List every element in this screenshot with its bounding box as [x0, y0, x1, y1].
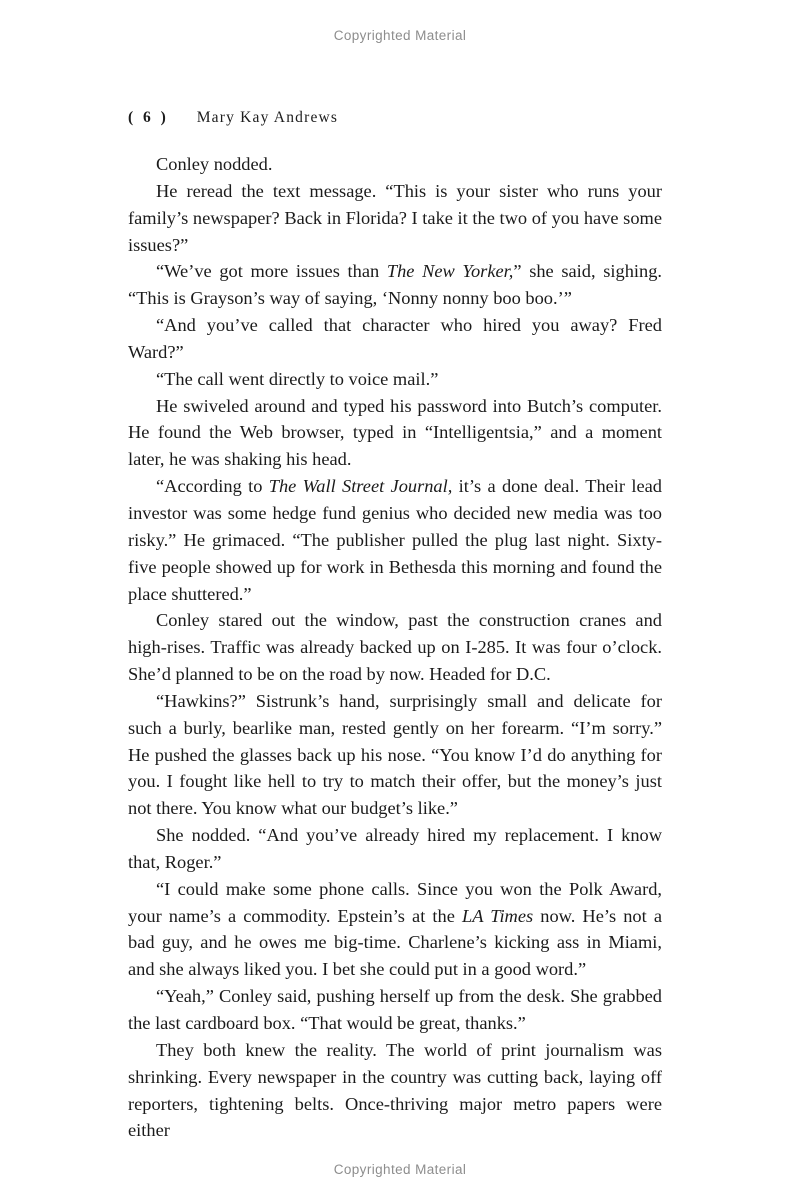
- paragraph: [128, 607, 662, 688]
- paragraph: [128, 366, 662, 393]
- paragraph: [128, 258, 662, 312]
- paragraph: [128, 393, 662, 474]
- running-head-author: Mary Kay Andrews: [196, 109, 339, 126]
- paragraph: [128, 876, 662, 983]
- text-run: it’s a done deal. Their lead investor was some hedge fund genius who decided new media was too risky.” He grimaced. “The publisher pulled the plug last night. Sixty-five people showed up for work in Bethesda this morning and found the place shuttered.”: [128, 476, 662, 604]
- text-run: ” she said, sighing. “This is Grayson’s way of saying, ‘Nonny nonny boo boo.’”: [128, 261, 662, 309]
- text-run: She nodded. “And you’ve already hired my replacement. I know that, Roger.”: [128, 825, 662, 872]
- text-run: Conley stared out the window, past the construction cranes and high-rises. Traffic was already backed up on I-285. It was four o’clock. She’d planned to be on the road by now. Headed for D.C.: [128, 610, 662, 685]
- paragraph: [128, 1037, 662, 1144]
- text-run: Conley nodded.: [156, 154, 273, 174]
- paragraph: [128, 151, 662, 178]
- copyright-notice-bottom: Copyrighted Material: [333, 1162, 467, 1177]
- text-run: He reread the text message. “This is your sister who runs your family’s newspaper? Back in Florida? I take it the two of you have some issues?”: [128, 180, 662, 255]
- copyright-notice-top: Copyrighted Material: [333, 28, 467, 43]
- text-run: now. He’s not a bad guy, and he owes me big-time. Charlene’s kicking ass in Miami, and she always liked you. I bet she could put in a good word.”: [128, 905, 662, 980]
- text-run: “I could make some phone calls. Since you won the Polk Award, your name’s a commodity. Epstein’s at the: [128, 878, 662, 926]
- italic-text-run: The Wall Street Journal,: [268, 476, 453, 497]
- italic-text-run: The New Yorker,: [386, 261, 514, 282]
- text-run: “The call went directly to voice mail.”: [156, 368, 439, 389]
- text-run: “Yeah,” Conley said, pushing herself up from the desk. She grabbed the last cardboard box. “That would be great, thanks.”: [128, 986, 662, 1033]
- text-run: “And you’ve called that character who hired you away? Fred Ward?”: [128, 315, 662, 362]
- text-run: They both knew the reality. The world of print journalism was shrinking. Every newspaper in the country was cutting back, laying off reporters, tightening belts. Once-thriving major metro papers were either: [128, 1039, 662, 1141]
- paragraph: [128, 178, 662, 259]
- paragraph: [128, 312, 662, 366]
- paragraph: [128, 688, 662, 822]
- page-header: [128, 109, 662, 127]
- text-run: “Hawkins?” Sistrunk’s hand, surprisingly small and delicate for such a burly, bearlike man, rested gently on her forearm. “I’m sorry.” He pushed the glasses back up his nose. “You know I’d do anything for you. I fought like hell to try to match their offer, but the money’s just not there. You know what our budget’s like.”: [128, 690, 662, 819]
- text-run: “According to: [156, 476, 269, 497]
- italic-text-run: LA Times: [462, 905, 534, 926]
- page-number: ( 6 ): [128, 109, 169, 126]
- text-run: “We’ve got more issues than: [156, 261, 387, 282]
- paragraph: [128, 473, 662, 607]
- text-run: He swiveled around and typed his password into Butch’s computer. He found the Web browser, typed in “Intelligentsia,” and a moment later, he was shaking his head.: [128, 395, 662, 470]
- paragraph: [128, 983, 662, 1037]
- body-text: [128, 151, 662, 1144]
- paragraph: [128, 822, 662, 876]
